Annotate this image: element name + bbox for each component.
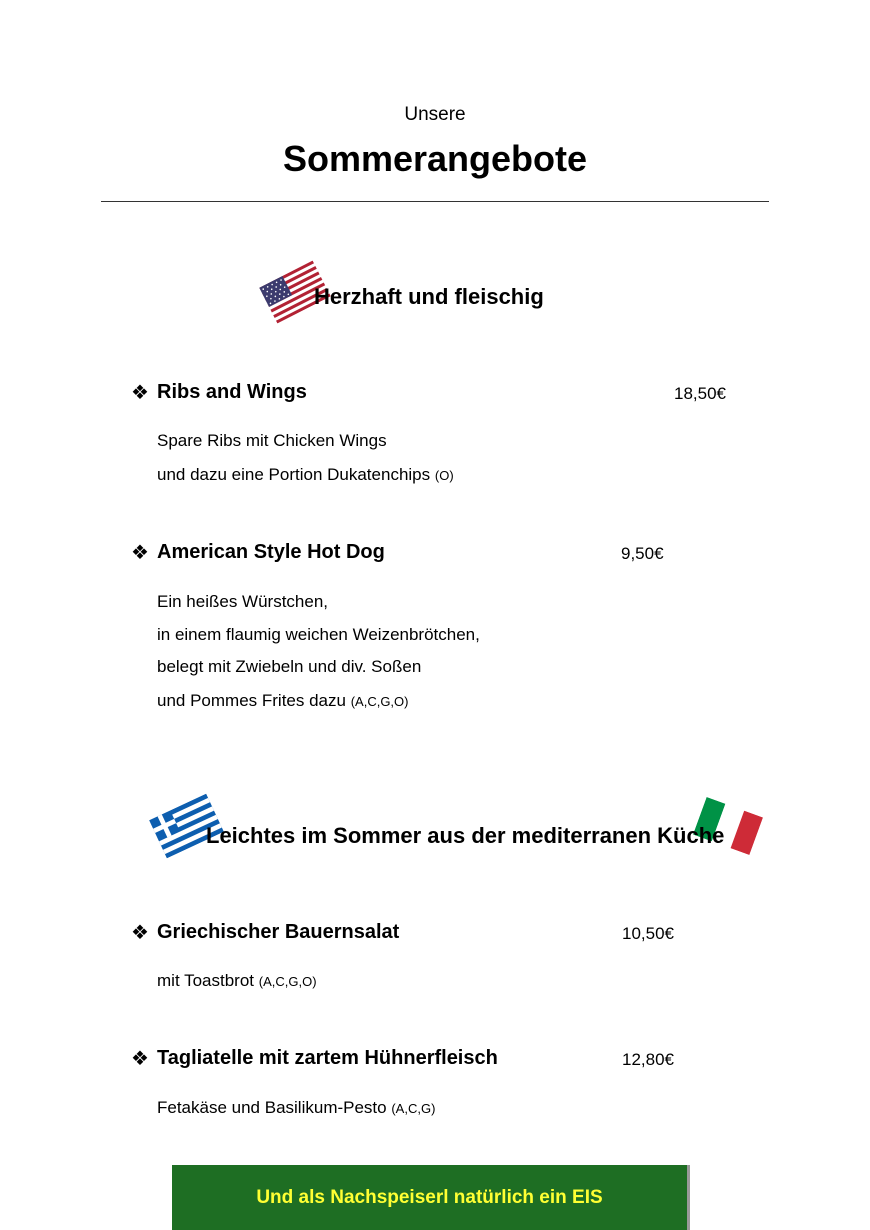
item-name-hot-dog: American Style Hot Dog	[157, 541, 385, 563]
section-title-hearty: Herzhaft und fleischig	[314, 284, 544, 309]
allergen-codes: (O)	[434, 468, 454, 483]
menu-intro: Unsere	[404, 104, 466, 125]
item-desc-text: Fetakäse und Basilikum-Pesto	[157, 1098, 387, 1117]
item-price-hot-dog: 9,50€	[621, 544, 664, 563]
item-desc-text: und Pommes Frites dazu	[157, 691, 346, 710]
item-desc-line	[157, 971, 317, 991]
section-title-mediterranean: Leichtes im Sommer aus der mediterranen Küche	[206, 823, 725, 848]
page-title: Sommerangebote	[282, 138, 588, 179]
item-name-greek-salad: Griechischer Bauernsalat	[157, 921, 400, 943]
item-desc-line	[157, 465, 454, 485]
dessert-banner-text: Und als Nachspeiserl natürlich ein EIS	[256, 1187, 603, 1208]
item-desc-line: belegt mit Zwiebeln und div. Soßen	[157, 657, 422, 676]
dessert-banner	[172, 1165, 690, 1230]
item-price-greek-salad: 10,50€	[622, 924, 674, 943]
bullet-icon: ❖	[131, 922, 149, 944]
item-price-tagliatelle: 12,80€	[622, 1050, 674, 1069]
item-desc-line	[157, 691, 408, 711]
title-divider	[101, 201, 769, 202]
item-desc-line	[157, 1098, 435, 1118]
allergen-codes: (A,C,G,O)	[350, 694, 409, 709]
bullet-icon: ❖	[131, 382, 149, 404]
allergen-codes: (A,C,G,O)	[258, 974, 317, 989]
item-desc-text: mit Toastbrot	[157, 971, 255, 990]
item-name-tagliatelle: Tagliatelle mit zartem Hühnerfleisch	[157, 1047, 498, 1069]
item-price-ribs-and-wings: 18,50€	[674, 384, 726, 403]
allergen-codes: (A,C,G)	[391, 1101, 436, 1116]
item-desc-line: in einem flaumig weichen Weizenbrötchen,	[157, 625, 480, 644]
item-desc-line: Ein heißes Würstchen,	[157, 592, 329, 611]
bullet-icon: ❖	[131, 542, 149, 564]
item-desc-text: und dazu eine Portion Dukatenchips	[157, 465, 431, 484]
bullet-icon: ❖	[131, 1048, 149, 1070]
item-name-ribs-and-wings: Ribs and Wings	[157, 381, 307, 403]
item-desc-line: Spare Ribs mit Chicken Wings	[157, 431, 387, 450]
